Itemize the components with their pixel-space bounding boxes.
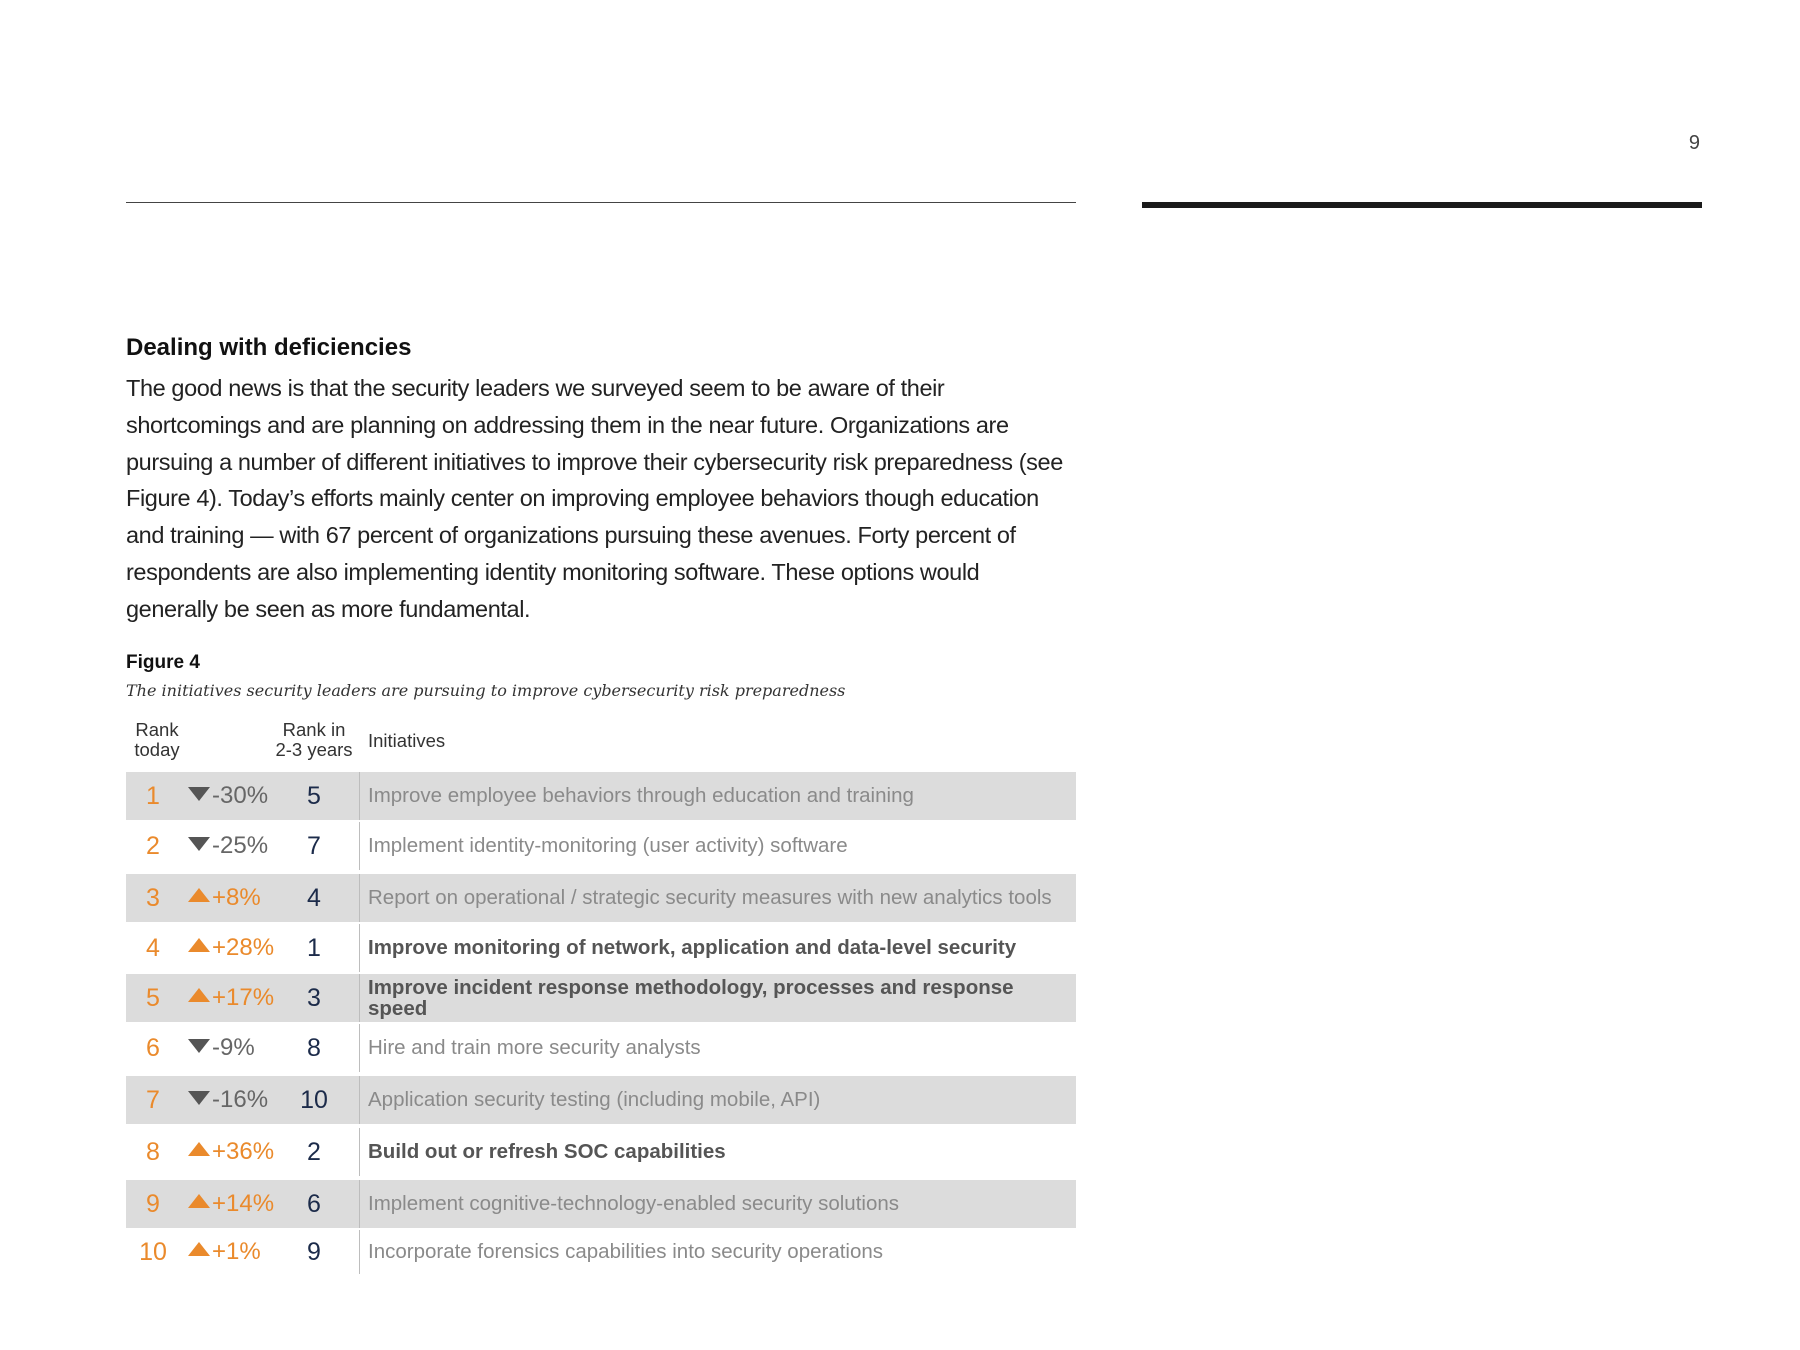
column-divider <box>359 924 360 972</box>
table-row <box>126 1128 1076 1176</box>
change-value: +17% <box>212 983 275 1011</box>
page-number: 9 <box>1688 132 1700 154</box>
rank-change <box>188 822 268 870</box>
rank-future: 10 <box>300 1085 328 1114</box>
rank-future: 6 <box>307 1189 321 1218</box>
change-value: -16% <box>212 1085 269 1113</box>
rank-change <box>188 1024 255 1072</box>
initiative-text: Improve employee behaviors through education and training <box>368 784 914 808</box>
triangle-down-icon <box>188 787 210 801</box>
rank-today: 6 <box>146 1033 160 1062</box>
table-row <box>126 772 1076 820</box>
triangle-down-icon <box>188 1091 210 1105</box>
rank-future: 4 <box>307 883 321 912</box>
rank-future: 7 <box>307 831 321 860</box>
initiatives-table <box>126 772 1076 1276</box>
table-row <box>126 1024 1076 1072</box>
header-rule-thick <box>1142 202 1702 208</box>
figure-label: Figure 4 <box>126 651 200 673</box>
rank-change <box>188 1128 274 1176</box>
triangle-up-icon <box>188 888 210 902</box>
table-row <box>126 822 1076 870</box>
rank-change <box>188 772 268 820</box>
triangle-down-icon <box>188 837 210 851</box>
column-divider <box>359 1230 360 1274</box>
change-value: -9% <box>212 1033 255 1061</box>
initiative-text: Incorporate forensics capabilities into security operations <box>368 1240 884 1264</box>
initiative-text: Improve monitoring of network, application and data-level security <box>368 936 1017 960</box>
triangle-up-icon <box>188 938 210 952</box>
triangle-up-icon <box>188 1194 210 1208</box>
initiative-text: Application security testing (including mobile, API) <box>368 1088 821 1112</box>
header-rank-future <box>272 720 356 760</box>
column-divider <box>359 974 360 1022</box>
table-row <box>126 1230 1076 1274</box>
rank-today: 9 <box>146 1189 160 1218</box>
table-row <box>126 974 1076 1022</box>
table-row <box>126 1180 1076 1228</box>
change-value: -30% <box>212 781 269 809</box>
rank-today: 8 <box>146 1137 160 1166</box>
rank-future: 9 <box>307 1237 321 1266</box>
initiative-text: Hire and train more security analysts <box>368 1036 701 1060</box>
rank-today: 3 <box>146 883 160 912</box>
change-value: +36% <box>212 1137 275 1165</box>
column-divider <box>359 1128 360 1176</box>
rank-future: 8 <box>307 1033 321 1062</box>
change-value: -25% <box>212 831 269 859</box>
rank-change <box>188 874 261 922</box>
rank-change <box>188 1180 274 1228</box>
rank-future: 3 <box>307 983 321 1012</box>
rank-change <box>188 1230 261 1274</box>
header-rank-future-line1: Rank in <box>282 718 346 740</box>
table-row <box>126 874 1076 922</box>
rank-future: 1 <box>307 933 321 962</box>
rank-future: 2 <box>307 1137 321 1166</box>
header-rank-future-line2: 2-3 years <box>275 738 353 760</box>
rank-today: 10 <box>139 1237 167 1266</box>
rank-today: 1 <box>146 781 160 810</box>
column-divider <box>359 1076 360 1124</box>
header-rule-thin <box>126 202 1076 203</box>
figure-caption: The initiatives security leaders are pursuing to improve cybersecurity risk preparedness <box>126 680 846 700</box>
change-value: +28% <box>212 933 275 961</box>
body-paragraph: The good news is that the security leaders we surveyed seem to be aware of their shortcomings and are planning on addressing them in the near future. Organizations are pursuing a number of different initiatives to improve their cybersecurity risk preparedness (see Figure 4). Today’s efforts mainly center on improving employee behaviors though education and training — with 67 percent of organizations pursuing these avenues. Forty percent of respondents are also implementing identity monitoring software. These options would generally be seen as more fundamental. <box>126 375 1063 622</box>
change-value: +8% <box>212 883 261 911</box>
column-divider <box>359 1024 360 1072</box>
header-initiatives: Initiatives <box>368 729 446 751</box>
header-rank-today-line1: Rank <box>135 718 179 740</box>
change-value: +1% <box>212 1237 261 1265</box>
rank-change <box>188 924 274 972</box>
triangle-down-icon <box>188 1039 210 1053</box>
change-value: +14% <box>212 1189 275 1217</box>
table-row <box>126 924 1076 972</box>
table-header <box>126 710 1076 772</box>
rank-today: 5 <box>146 983 160 1012</box>
main-content <box>126 330 1076 1276</box>
rank-today: 2 <box>146 831 160 860</box>
initiative-text: Improve incident response methodology, processes and response speed <box>368 975 1014 1020</box>
header-rank-today <box>126 720 188 760</box>
section-heading: Dealing with deficiencies <box>126 334 412 361</box>
column-divider <box>359 1180 360 1228</box>
triangle-up-icon <box>188 1242 210 1256</box>
column-divider <box>359 822 360 870</box>
column-divider <box>359 772 360 820</box>
initiative-text: Report on operational / strategic security measures with new analytics tools <box>368 886 1052 910</box>
triangle-up-icon <box>188 988 210 1002</box>
initiative-text: Implement identity-monitoring (user activity) software <box>368 834 848 858</box>
rank-change <box>188 1076 268 1124</box>
column-divider <box>359 874 360 922</box>
initiative-text: Build out or refresh SOC capabilities <box>368 1140 726 1164</box>
rank-today: 7 <box>146 1085 160 1114</box>
initiative-text: Implement cognitive-technology-enabled security solutions <box>368 1192 900 1216</box>
rank-today: 4 <box>146 933 160 962</box>
rank-future: 5 <box>307 781 321 810</box>
triangle-up-icon <box>188 1142 210 1156</box>
table-row <box>126 1076 1076 1124</box>
rank-change <box>188 974 274 1022</box>
header-rank-today-line2: today <box>134 738 180 760</box>
